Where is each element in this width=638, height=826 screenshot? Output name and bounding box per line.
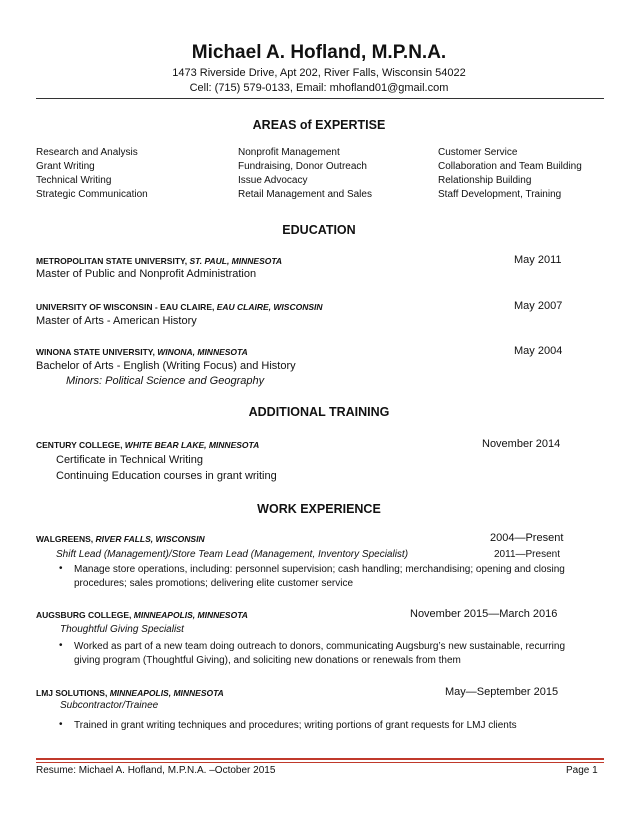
degree: Bachelor of Arts - English (Writing Focus) and History	[36, 360, 296, 372]
degree: Master of Arts - American History	[36, 315, 197, 327]
employer-location: MINNEAPOLIS, MINNESOTA	[109, 688, 224, 698]
bullet-icon: •	[59, 719, 63, 730]
contact-line: Cell: (715) 579-0133, Email: mhofland01@gmail.com	[189, 82, 449, 94]
expertise-item: Collaboration and Team Building	[438, 161, 582, 172]
school-name: WINONA STATE UNIVERSITY	[36, 347, 153, 357]
employer-location: RIVER FALLS, WISCONSIN	[95, 534, 205, 544]
job-role: Thoughtful Giving Specialist	[60, 624, 184, 635]
employer-location: MINNEAPOLIS, MINNESOTA	[133, 610, 248, 620]
expertise-item: Issue Advocacy	[238, 175, 308, 186]
education-date: May 2011	[514, 254, 562, 266]
education-school: WINONA STATE UNIVERSITY, WINONA, MINNESOTA	[36, 347, 248, 357]
expertise-item: Research and Analysis	[36, 147, 138, 158]
expertise-item: Strategic Communication	[36, 189, 148, 200]
degree: Master of Public and Nonprofit Administration	[36, 268, 257, 280]
training-date: November 2014	[482, 438, 561, 450]
header-divider	[36, 98, 604, 99]
bullet-icon: •	[59, 563, 63, 574]
page-number: Page 1	[566, 765, 598, 776]
school-location: EAU CLAIRE, WISCONSIN	[216, 302, 323, 312]
training-school: CENTURY COLLEGE, WHITE BEAR LAKE, MINNESOTA	[36, 440, 260, 450]
job-bullet: Trained in grant writing techniques and procedures; writing portions of grant requests for LMJ clients	[74, 720, 517, 731]
expertise-item: Grant Writing	[36, 161, 95, 172]
job-date: May—September 2015	[445, 686, 559, 698]
expertise-column-2	[238, 146, 372, 202]
role-date: 2011—Present	[494, 549, 560, 560]
employer-name: LMJ SOLUTIONS	[36, 688, 105, 698]
job-bullet: Worked as part of a new team doing outreach to donors, communicating Augsburg’s new sustainable, recurring giving program (Thoughtful Giving), and soliciting new donations or renewals from them	[74, 641, 566, 666]
expertise-item: Nonprofit Management	[238, 147, 340, 158]
education-school: METROPOLITAN STATE UNIVERSITY, ST. PAUL, MINNESOTA	[36, 256, 283, 266]
expertise-item: Technical Writing	[36, 175, 112, 186]
expertise-item: Relationship Building	[438, 175, 532, 186]
work-heading: WORK EXPERIENCE	[257, 502, 381, 516]
expertise-item: Staff Development, Training	[438, 189, 562, 200]
school-location: ST. PAUL, MINNESOTA	[189, 256, 283, 266]
expertise-item: Fundraising, Donor Outreach	[238, 161, 367, 172]
footer-rule	[36, 758, 604, 760]
school-name: METROPOLITAN STATE UNIVERSITY	[36, 256, 185, 266]
address-line: 1473 Riverside Drive, Apt 202, River Falls, Wisconsin 54022	[172, 67, 466, 79]
education-date: May 2004	[514, 345, 563, 357]
expertise-heading: AREAS of EXPERTISE	[252, 118, 386, 132]
school-name: UNIVERSITY OF WISCONSIN - EAU CLAIRE	[36, 302, 212, 312]
school-name: CENTURY COLLEGE	[36, 440, 121, 450]
expertise-column-1	[36, 146, 148, 202]
school-location: WHITE BEAR LAKE, MINNESOTA	[124, 440, 260, 450]
training-line: Certificate in Technical Writing	[56, 454, 203, 466]
expertise-column-3	[438, 146, 582, 202]
bullet-icon: •	[59, 640, 63, 651]
minors: Minors: Political Science and Geography	[66, 375, 265, 387]
education-heading: EDUCATION	[282, 223, 356, 237]
school-location: WINONA, MINNESOTA	[157, 347, 248, 357]
employer-name: AUGSBURG COLLEGE	[36, 610, 130, 620]
job-bullet: Manage store operations, including: personnel supervision; cash handling; merchandising; opening and closing procedures; sales promotions; delivering elite customer service	[74, 564, 565, 589]
footer-rule-thin	[36, 762, 604, 763]
job-employer: LMJ SOLUTIONS, MINNEAPOLIS, MINNESOTA	[36, 688, 224, 698]
job-role: Shift Lead (Management)/Store Team Lead (Management, Inventory Specialist)	[56, 549, 409, 560]
resume-name: Michael A. Hofland, M.P.N.A.	[191, 42, 447, 63]
job-date: November 2015—March 2016	[410, 608, 558, 620]
training-heading: ADDITIONAL TRAINING	[248, 405, 390, 419]
training-line: Continuing Education courses in grant writing	[56, 470, 277, 482]
job-date: 2004—Present	[490, 532, 564, 544]
job-employer: WALGREENS, RIVER FALLS, WISCONSIN	[36, 534, 205, 544]
job-role: Subcontractor/Trainee	[60, 700, 159, 711]
footer-text: Resume: Michael A. Hofland, M.P.N.A. –October 2015	[36, 765, 276, 776]
employer-name: WALGREENS	[36, 534, 91, 544]
expertise-item: Retail Management and Sales	[238, 189, 372, 200]
education-date: May 2007	[514, 300, 563, 312]
education-school: UNIVERSITY OF WISCONSIN - EAU CLAIRE, EAU CLAIRE, WISCONSIN	[36, 302, 323, 312]
job-employer: AUGSBURG COLLEGE, MINNEAPOLIS, MINNESOTA	[36, 610, 248, 620]
expertise-item: Customer Service	[438, 147, 518, 158]
